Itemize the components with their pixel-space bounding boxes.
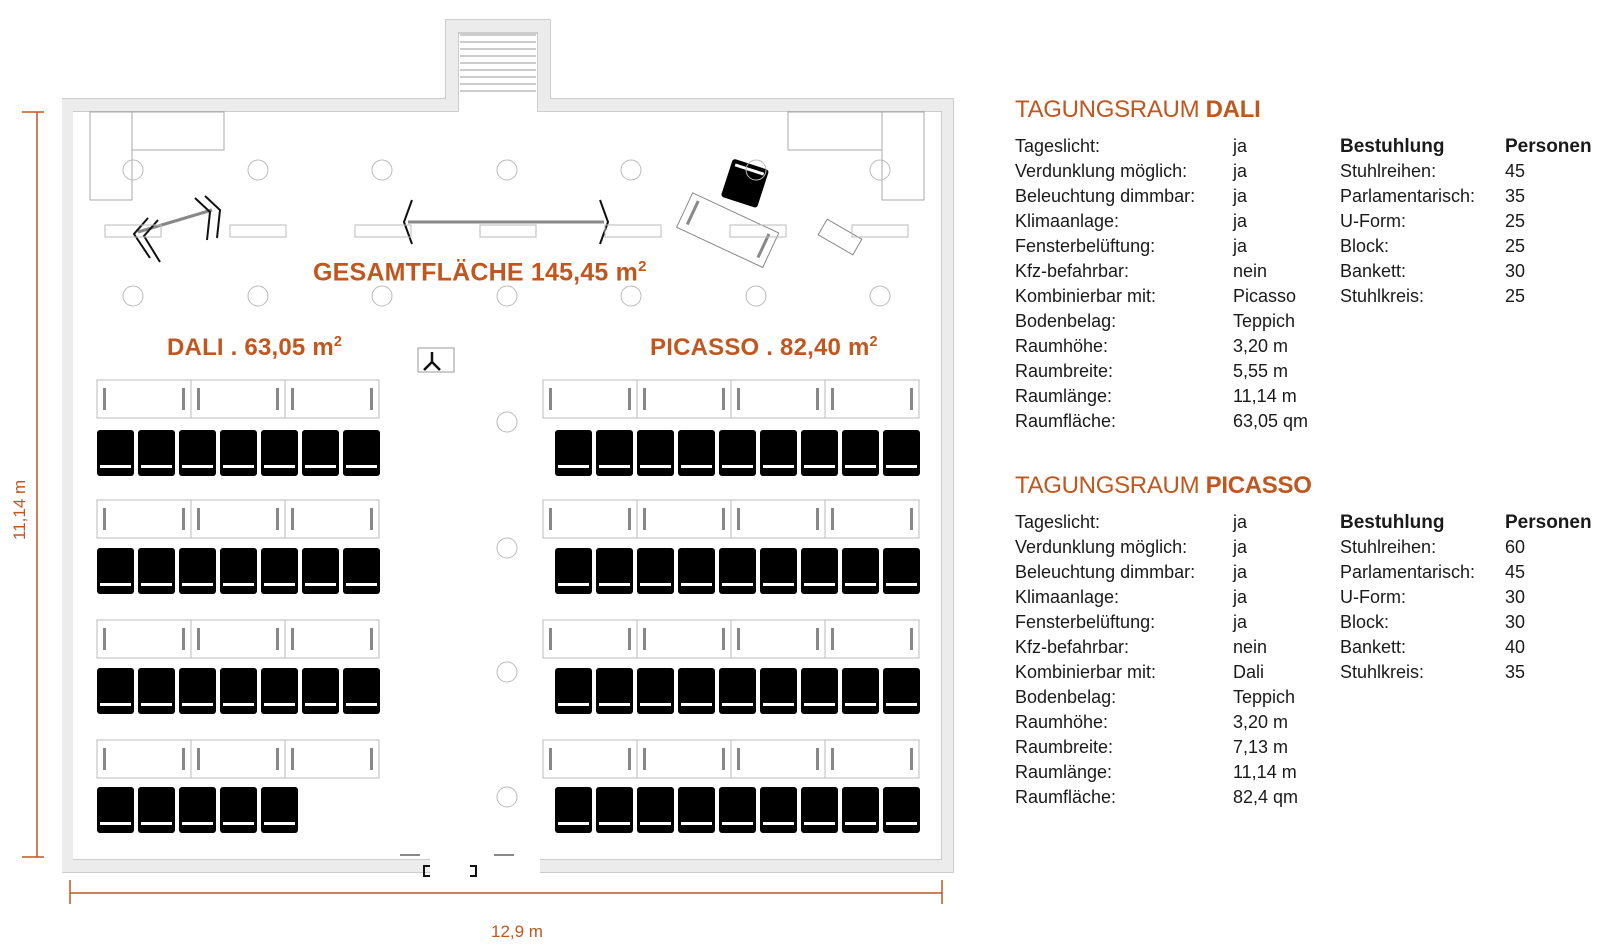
property-value: ja [1233, 136, 1248, 156]
property-row [1015, 259, 1308, 284]
seating-label: Stuhlreihen: [1340, 161, 1437, 181]
property-row [1015, 510, 1298, 535]
property-row [1015, 359, 1308, 384]
property-label: Raumlänge: [1015, 762, 1113, 782]
persons-value: 60 [1505, 537, 1526, 557]
seating-label: Bankett: [1340, 637, 1407, 657]
property-value: 3,20 m [1233, 712, 1289, 732]
property-value: 5,55 m [1233, 361, 1289, 381]
property-label: Tageslicht: [1015, 136, 1101, 156]
property-value: 7,13 m [1233, 737, 1289, 757]
property-value: ja [1233, 236, 1248, 256]
property-list [1015, 134, 1308, 434]
persons-value: 25 [1505, 211, 1526, 231]
property-label: Beleuchtung dimmbar: [1015, 186, 1196, 206]
persons-value: 45 [1505, 161, 1526, 181]
property-label: Raumbreite: [1015, 737, 1114, 757]
persons-value: 30 [1505, 587, 1526, 607]
property-row [1015, 284, 1308, 309]
property-label: Klimaanlage: [1015, 587, 1120, 607]
property-value: Picasso [1233, 286, 1297, 306]
seating-label: Bankett: [1340, 261, 1407, 281]
property-row [1015, 710, 1298, 735]
room-panel-picasso [1015, 472, 1615, 807]
room-title: TAGUNGSRAUM PICASSO [1015, 472, 1312, 499]
property-value: ja [1233, 587, 1248, 607]
property-row [1015, 635, 1298, 660]
property-row [1015, 409, 1308, 434]
room-panel-dali [1015, 96, 1615, 431]
property-row [1015, 785, 1298, 810]
seating-row [1340, 209, 1592, 234]
seating-row [1340, 535, 1592, 560]
property-label: Klimaanlage: [1015, 211, 1120, 231]
property-label: Verdunklung möglich: [1015, 161, 1188, 181]
seating-row [1340, 660, 1592, 685]
property-label: Fensterbelüftung: [1015, 612, 1156, 632]
property-value: Teppich [1233, 311, 1296, 331]
seating-row [1340, 234, 1592, 259]
property-row [1015, 159, 1308, 184]
property-row [1015, 585, 1298, 610]
persons-value: 35 [1505, 186, 1526, 206]
property-value: nein [1233, 261, 1268, 281]
property-row [1015, 184, 1308, 209]
seating-label: Parlamentarisch: [1340, 562, 1476, 582]
seating-row [1340, 635, 1592, 660]
property-value: 63,05 qm [1233, 411, 1309, 431]
property-value: nein [1233, 637, 1268, 657]
property-value: ja [1233, 537, 1248, 557]
property-label: Raumfläche: [1015, 787, 1117, 807]
seating-row [1340, 560, 1592, 585]
property-label: Raumlänge: [1015, 386, 1113, 406]
property-value: ja [1233, 161, 1248, 181]
property-value: 11,14 m [1233, 386, 1297, 406]
property-label: Kombinierbar mit: [1015, 286, 1157, 306]
seating-header-row: Bestuhlung Personen [1340, 512, 1592, 533]
seating-label: Stuhlreihen: [1340, 537, 1437, 557]
persons-value: 30 [1505, 612, 1526, 632]
property-value: ja [1233, 211, 1248, 231]
seating-label: Stuhlkreis: [1340, 286, 1425, 306]
seating-label: U-Form: [1340, 587, 1406, 607]
property-value: Dali [1233, 662, 1265, 682]
property-value: ja [1233, 562, 1248, 582]
seating-row [1340, 259, 1592, 284]
property-label: Kfz-befahrbar: [1015, 261, 1130, 281]
seating-label: Stuhlkreis: [1340, 662, 1425, 682]
property-label: Tageslicht: [1015, 512, 1101, 532]
property-value: 11,14 m [1233, 762, 1297, 782]
property-value: ja [1233, 612, 1248, 632]
property-label: Fensterbelüftung: [1015, 236, 1156, 256]
property-label: Bodenbelag: [1015, 311, 1117, 331]
persons-value: 35 [1505, 662, 1526, 682]
property-label: Kfz-befahrbar: [1015, 637, 1130, 657]
property-row [1015, 334, 1308, 359]
property-label: Raumhöhe: [1015, 712, 1109, 732]
property-label: Bodenbelag: [1015, 687, 1117, 707]
persons-value: 30 [1505, 261, 1526, 281]
property-label: Kombinierbar mit: [1015, 662, 1157, 682]
seating-label: U-Form: [1340, 211, 1406, 231]
persons-value: 45 [1505, 562, 1526, 582]
property-value: 3,20 m [1233, 336, 1289, 356]
seating-header-row: Bestuhlung Personen [1340, 136, 1592, 157]
room-title: TAGUNGSRAUM DALI [1015, 96, 1261, 123]
property-label: Raumbreite: [1015, 361, 1114, 381]
seating-table [1340, 510, 1592, 685]
property-row [1015, 735, 1298, 760]
property-value: 82,4 qm [1233, 787, 1299, 807]
property-row [1015, 760, 1298, 785]
property-value: ja [1233, 512, 1248, 532]
property-row [1015, 685, 1298, 710]
seating-label: Block: [1340, 612, 1390, 632]
persons-value: 25 [1505, 236, 1526, 256]
property-row [1015, 610, 1298, 635]
seating-row [1340, 585, 1592, 610]
property-row [1015, 234, 1308, 259]
dali-area-label: DALI . 63,05 $m^2$ [167, 334, 343, 361]
property-row [1015, 134, 1308, 159]
property-label: Beleuchtung dimmbar: [1015, 562, 1196, 582]
seating-label: Parlamentarisch: [1340, 186, 1476, 206]
property-row [1015, 660, 1298, 685]
property-row [1015, 535, 1298, 560]
height-dimension-label: 11,14 m [10, 479, 29, 540]
seating-table [1340, 134, 1592, 309]
property-row [1015, 309, 1308, 334]
property-list [1015, 510, 1298, 810]
seating-row [1340, 610, 1592, 635]
width-dimension-label: 12,9 m [491, 922, 543, 941]
property-label: Verdunklung möglich: [1015, 537, 1188, 557]
seating-row [1340, 284, 1592, 309]
property-value: ja [1233, 186, 1248, 206]
property-row [1015, 384, 1308, 409]
property-row [1015, 560, 1298, 585]
persons-value: 40 [1505, 637, 1526, 657]
persons-value: 25 [1505, 286, 1526, 306]
property-row [1015, 209, 1308, 234]
property-label: Raumhöhe: [1015, 336, 1109, 356]
seating-row [1340, 184, 1592, 209]
property-value: Teppich [1233, 687, 1296, 707]
picasso-area-label: PICASSO . 82,40 $m^2$ [650, 334, 878, 361]
seating-label: Block: [1340, 236, 1390, 256]
total-area-label: GESAMTFLÄCHE 145,45 $m^2$ [313, 258, 647, 287]
seating-row [1340, 159, 1592, 184]
property-label: Raumfläche: [1015, 411, 1117, 431]
